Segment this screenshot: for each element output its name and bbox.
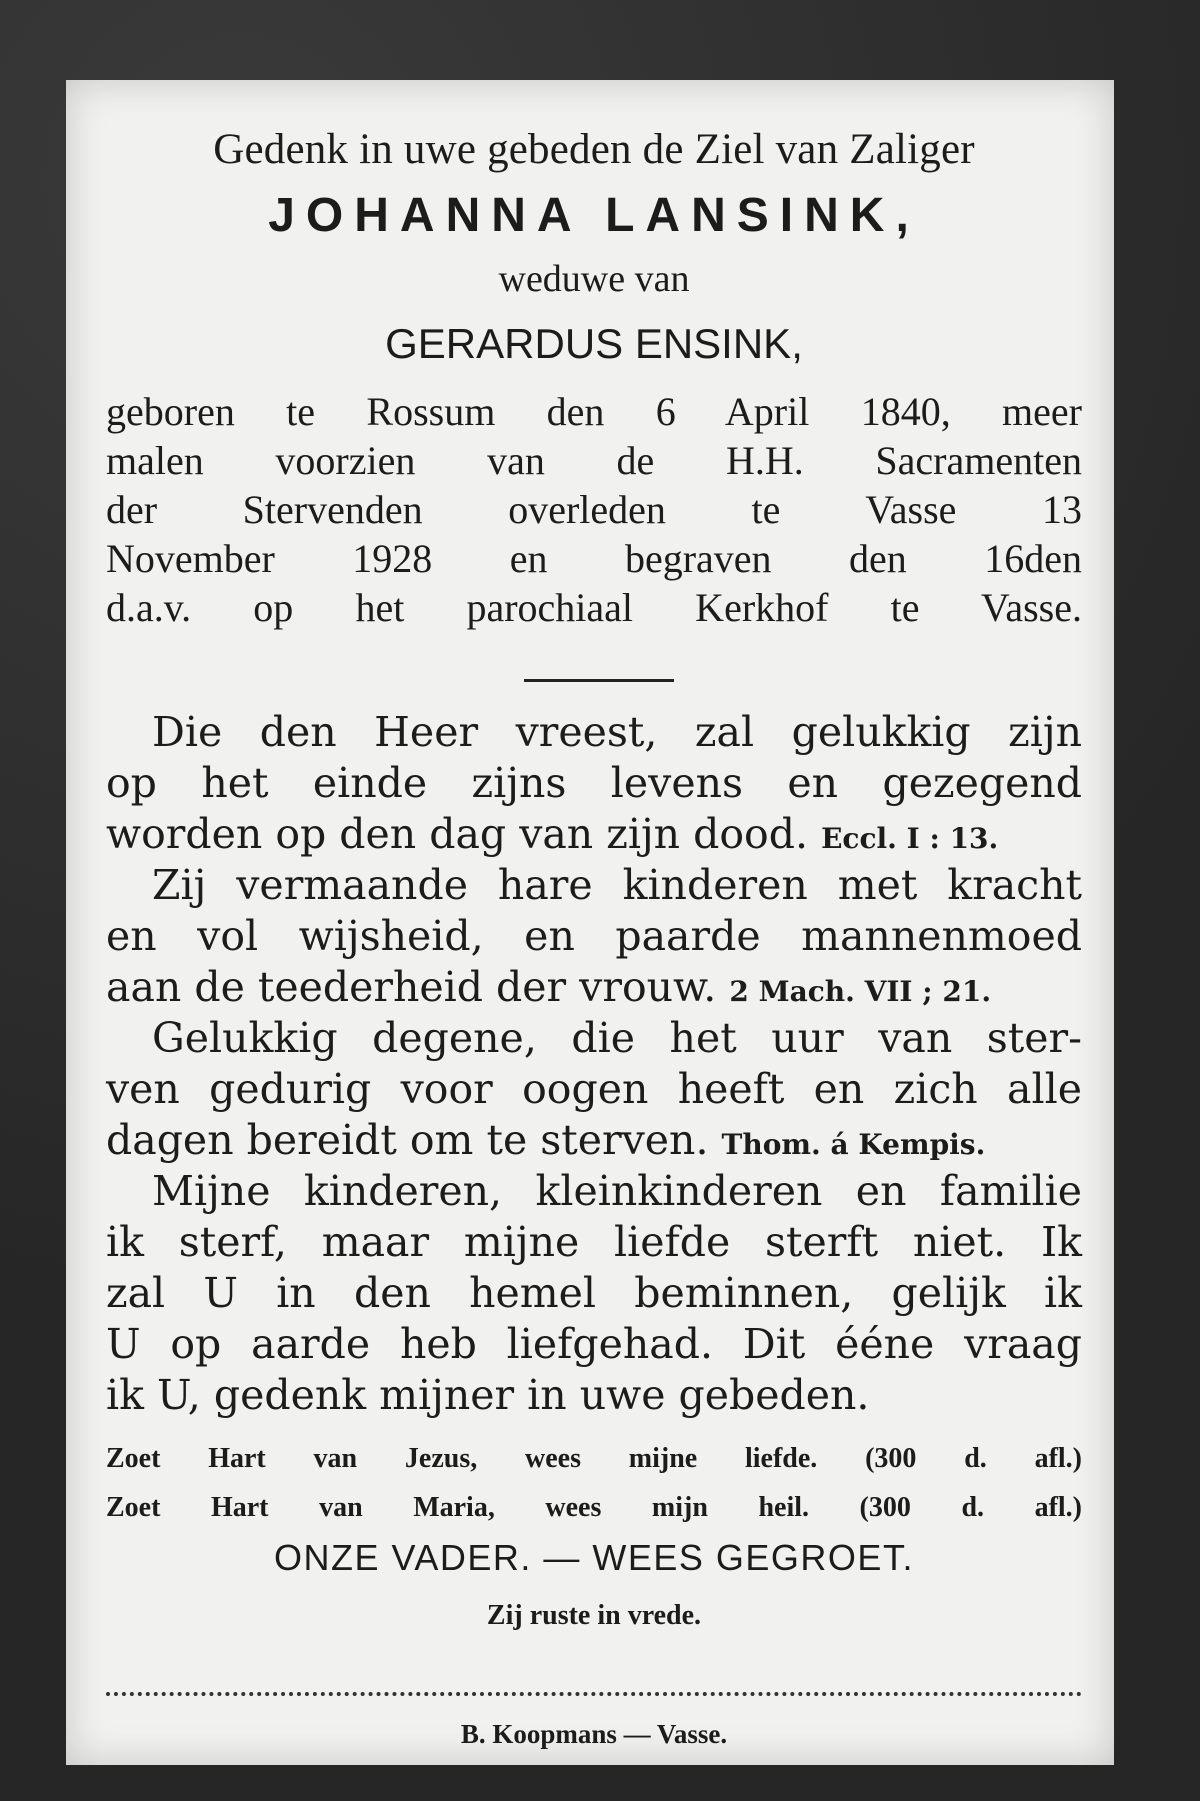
divider xyxy=(524,679,674,682)
verse-line: ven gedurig voor oogen heeft en zich alle xyxy=(106,1065,1082,1113)
verse-text: dagen bereidt om te sterven. xyxy=(106,1116,709,1164)
verse-reference: 2 Mach. VII ; 21. xyxy=(729,975,992,1008)
verse-line: op het einde zijns levens en gezegend xyxy=(106,759,1082,807)
memorial-card xyxy=(66,80,1114,1765)
verse-line: zal U in den hemel beminnen, gelijk ik xyxy=(106,1269,1082,1317)
prayer-line: Zoet Hart van Maria, wees mijn heil. (300 d. afl.) xyxy=(106,1492,1082,1523)
biography-line: geboren te Rossum den 6 April 1840, meer xyxy=(106,389,1082,434)
closing-prayer: ONZE VADER. — WEES GEGROET. xyxy=(274,1537,914,1578)
deceased-name: JOHANNA LANSINK, xyxy=(268,189,920,242)
verse-line: en vol wijsheid, en paarde mannenmoed xyxy=(106,912,1082,960)
verse-text: aan de teederheid der vrouw. xyxy=(106,963,717,1011)
dotted-separator xyxy=(106,1692,1082,1696)
verse-line xyxy=(106,963,1082,1011)
verse-line: Die den Heer vreest, zal gelukkig zijn xyxy=(152,708,1082,756)
card-heading: Gedenk in uwe gebeden de Ziel van Zaliger xyxy=(213,126,975,173)
verse-line: U op aarde heb liefgehad. Dit ééne vraag xyxy=(106,1320,1082,1368)
verse-line: Zij vermaande hare kinderen met kracht xyxy=(152,861,1082,909)
verse-line: ik U, gedenk mijner in uwe gebeden. xyxy=(106,1371,870,1419)
prayer-line: Zoet Hart van Jezus, wees mijne liefde. (300 d. afl.) xyxy=(106,1443,1082,1474)
verse-line xyxy=(106,1116,1082,1164)
biography-line: d.a.v. op het parochiaal Kerkhof te Vasse. xyxy=(106,585,1082,630)
verse-reference: Thom. á Kempis. xyxy=(721,1128,986,1161)
verse-line: Gelukkig degene, die het uur van ster- xyxy=(152,1014,1082,1062)
biography-line: der Stervenden overleden te Vasse 13 xyxy=(106,487,1082,532)
verse-line: ik sterf, maar mijne liefde sterft niet. Ik xyxy=(106,1218,1082,1266)
widow-of-label: weduwe van xyxy=(498,258,690,300)
biography-line: November 1928 en begraven den 16den xyxy=(106,536,1082,581)
printer-credit: B. Koopmans — Vasse. xyxy=(460,1719,728,1749)
verse-line: Mijne kinderen, kleinkinderen en familie xyxy=(152,1167,1082,1215)
biography-line: malen voorzien van de H.H. Sacramenten xyxy=(106,438,1082,483)
rest-in-peace: Zij ruste in vrede. xyxy=(486,1600,702,1631)
verse-text: worden op den dag van zijn dood. xyxy=(106,810,809,858)
verse-reference: Eccl. I : 13. xyxy=(821,822,999,855)
verse-line xyxy=(106,810,1082,858)
husband-name: GERARDUS ENSINK, xyxy=(385,320,803,367)
